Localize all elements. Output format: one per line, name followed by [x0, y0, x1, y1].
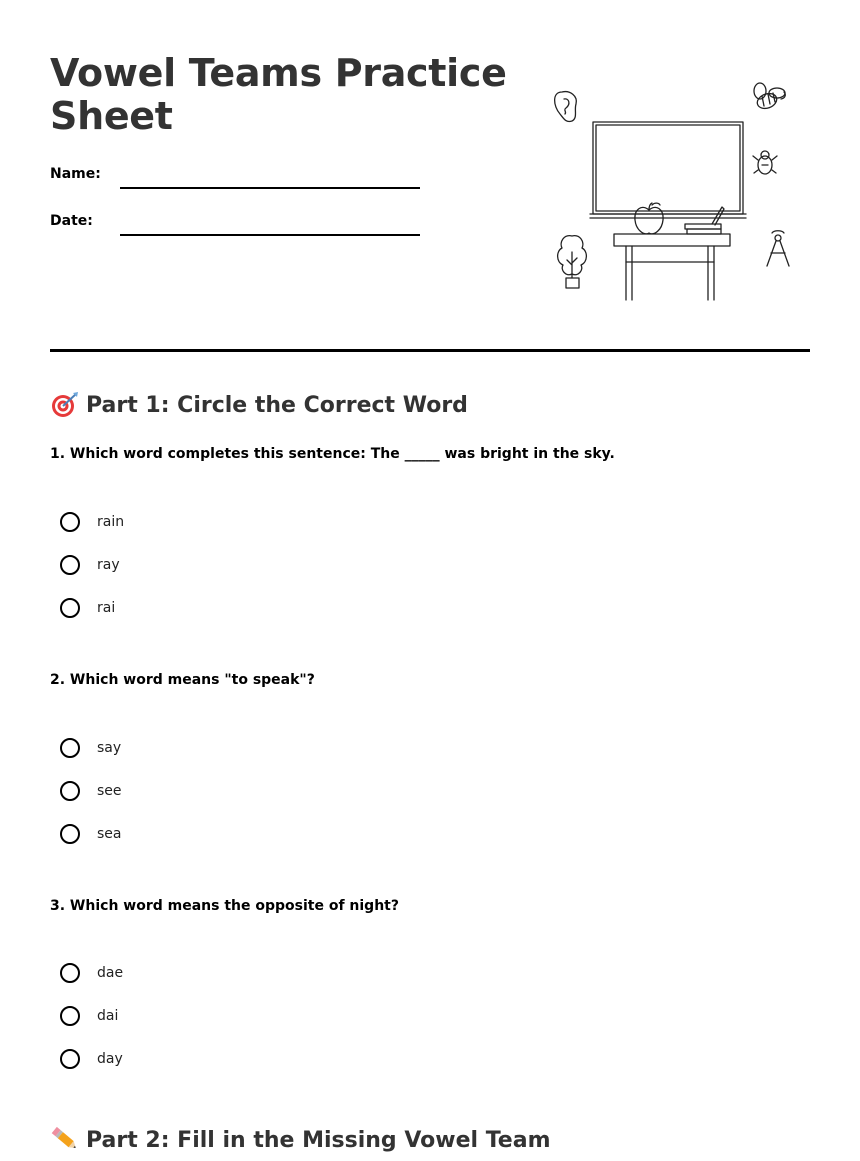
pencil-icon	[50, 1125, 80, 1153]
part2-title-text: Part 2: Fill in the Missing Vowel Team	[86, 1128, 551, 1153]
radio-rai[interactable]	[60, 598, 80, 618]
radio-ray[interactable]	[60, 555, 80, 575]
radio-dae[interactable]	[60, 963, 80, 983]
chalkboard-icon	[590, 122, 746, 218]
radio-say[interactable]	[60, 738, 80, 758]
question-3: 3. Which word means the opposite of night?	[50, 898, 399, 914]
plant-icon	[558, 236, 587, 288]
option-label: dae	[97, 965, 124, 981]
option-dai[interactable]	[60, 1003, 118, 1029]
bee-icon	[754, 83, 785, 111]
ear-icon	[555, 92, 577, 122]
option-label: rain	[97, 514, 125, 530]
option-say[interactable]	[60, 735, 121, 761]
bug-icon	[753, 151, 777, 174]
option-day[interactable]	[60, 1046, 123, 1072]
name-label: Name:	[50, 166, 101, 182]
part2-title	[50, 1125, 551, 1153]
option-ray[interactable]	[60, 552, 120, 578]
radio-rain[interactable]	[60, 512, 80, 532]
date-field[interactable]	[120, 234, 420, 236]
part1-title	[50, 390, 468, 418]
desk-icon	[614, 234, 730, 300]
date-label: Date:	[50, 213, 93, 229]
page-title: Vowel Teams Practice Sheet	[50, 51, 507, 138]
option-see[interactable]	[60, 778, 122, 804]
part1-title-text: Part 1: Circle the Correct Word	[86, 393, 468, 418]
option-label: say	[97, 740, 122, 756]
question-1: 1. Which word completes this sentence: The _____ was bright in the sky.	[50, 446, 615, 462]
option-label: ray	[97, 557, 120, 573]
option-rai[interactable]	[60, 595, 115, 621]
question-2: 2. Which word means "to speak"?	[50, 672, 315, 688]
option-label: sea	[97, 826, 122, 842]
compass-icon	[767, 231, 789, 266]
option-label: see	[97, 783, 122, 799]
option-dae[interactable]	[60, 960, 123, 986]
option-label: rai	[97, 600, 116, 616]
radio-see[interactable]	[60, 781, 80, 801]
radio-sea[interactable]	[60, 824, 80, 844]
radio-day[interactable]	[60, 1049, 80, 1069]
section-divider	[50, 349, 810, 352]
option-label: dai	[97, 1008, 119, 1024]
target-icon	[50, 390, 80, 418]
option-rain[interactable]	[60, 509, 124, 535]
radio-dai[interactable]	[60, 1006, 80, 1026]
name-field[interactable]	[120, 187, 420, 189]
classroom-illustration	[548, 78, 798, 306]
option-label: day	[97, 1051, 123, 1067]
option-sea[interactable]	[60, 821, 122, 847]
